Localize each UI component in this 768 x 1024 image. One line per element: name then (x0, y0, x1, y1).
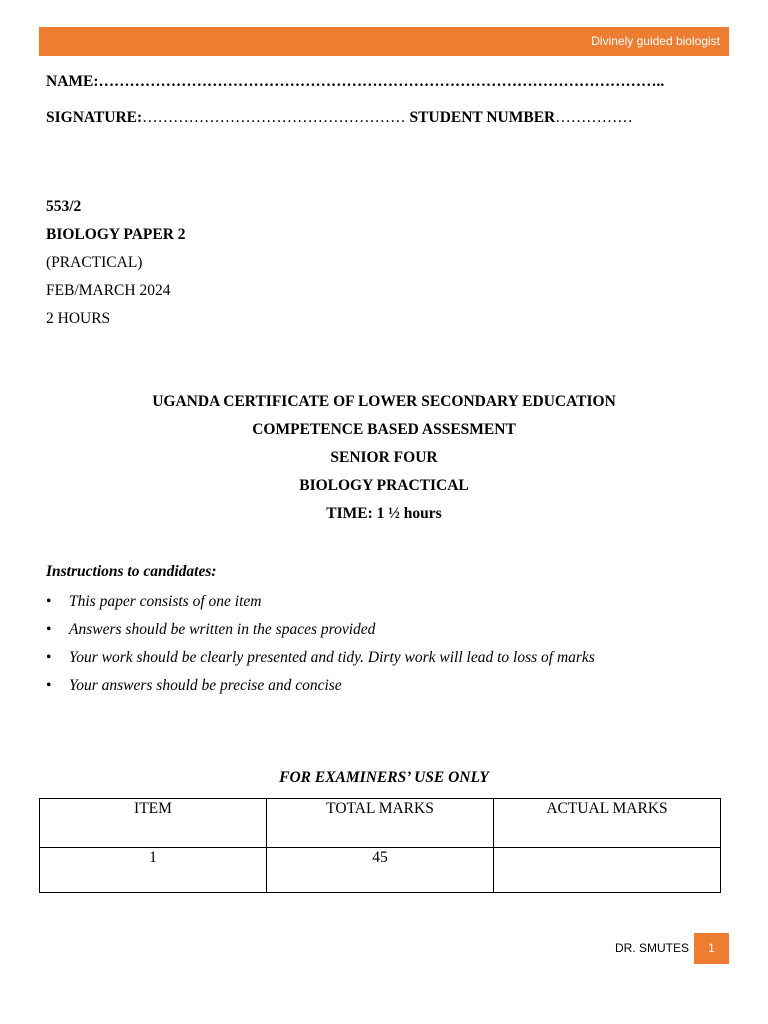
paper-code: 553/2 (46, 198, 82, 215)
instructions-list (46, 590, 595, 702)
footer-author: DR. SMUTES (615, 941, 690, 955)
header-band (39, 27, 729, 56)
exam-heading-line1: UGANDA CERTIFICATE OF LOWER SECONDARY EDUCATION (152, 393, 616, 410)
instruction-item: • Your work should be clearly presented and tidy. Dirty work will lead to loss of marks (46, 646, 595, 674)
paper-duration: 2 HOURS (46, 310, 111, 327)
header-total-marks: TOTAL MARKS (267, 799, 494, 848)
examiners-title: FOR EXAMINERS’ USE ONLY (279, 769, 489, 786)
header-text: Divinely guided biologist (591, 34, 720, 48)
paper-type: (PRACTICAL) (46, 254, 143, 271)
instruction-item: • Your answers should be precise and concise (46, 674, 595, 702)
exam-heading-time: TIME: 1 ½ hours (326, 505, 442, 522)
name-field: NAME:……………………………………………………………………………………………….. (46, 73, 665, 90)
cell-actual-marks[interactable] (494, 848, 721, 893)
table-row (40, 848, 721, 893)
paper-title: BIOLOGY PAPER 2 (46, 226, 186, 243)
bullet-icon: • (46, 677, 52, 694)
cell-total-marks: 45 (267, 848, 494, 893)
exam-heading-line3: SENIOR FOUR (330, 449, 438, 466)
header-item: ITEM (40, 799, 267, 848)
instruction-item: • Answers should be written in the spaces provided (46, 618, 595, 646)
signature-line (46, 109, 633, 127)
bullet-icon: • (46, 621, 52, 638)
signature-dots: …………………………………………… (142, 109, 410, 126)
header-actual-marks: ACTUAL MARKS (494, 799, 721, 848)
bullet-icon: • (46, 649, 52, 666)
page-number: 1 (694, 933, 729, 964)
exam-heading-line2: COMPETENCE BASED ASSESMENT (252, 421, 516, 438)
instructions-title: Instructions to candidates: (46, 563, 217, 580)
student-number-label: STUDENT NUMBER (409, 109, 556, 126)
exam-heading-line4: BIOLOGY PRACTICAL (299, 477, 469, 494)
examiners-table (39, 798, 721, 893)
signature-label: SIGNATURE: (46, 109, 143, 126)
bullet-icon: • (46, 593, 52, 610)
paper-date: FEB/MARCH 2024 (46, 282, 171, 299)
table-header-row (40, 799, 721, 848)
student-number-dots: …………… (555, 109, 633, 126)
cell-item: 1 (40, 848, 267, 893)
instruction-item: • This paper consists of one item (46, 590, 595, 618)
